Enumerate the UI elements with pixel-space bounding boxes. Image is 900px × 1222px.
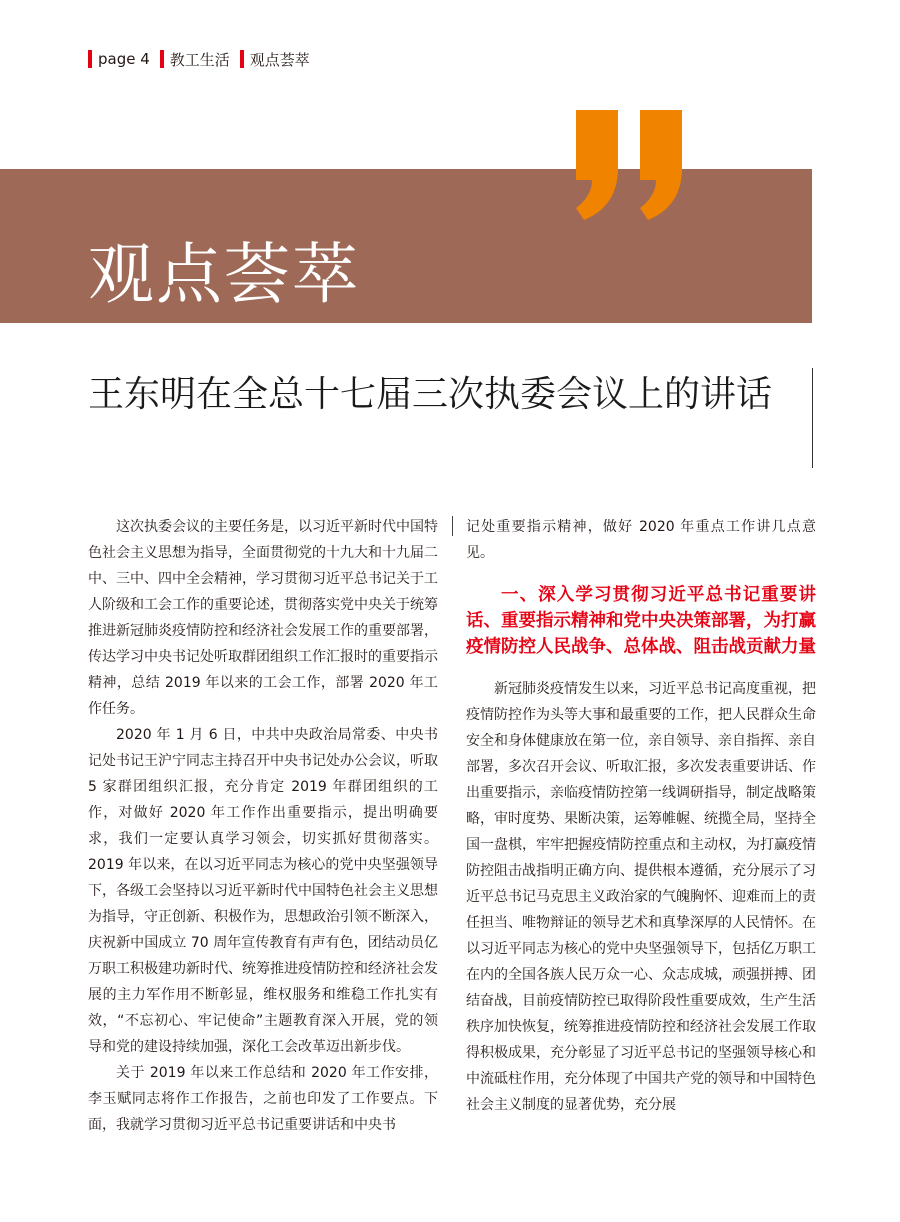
article-title: 王东明在全总十七届三次执委会议上的讲话 xyxy=(88,374,773,415)
running-header xyxy=(88,48,310,70)
paragraph: 记处重要指示精神，做好 2020 年重点工作讲几点意见。 xyxy=(466,519,816,561)
page-number: page 4 xyxy=(98,50,150,68)
paragraph: 2020 年 1 月 6 日，中共中央政治局常委、中央书记处书记王沪宁同志主持召开中央书记处办公会议，听取 5 家群团组织汇报，充分肯定 2019 年群团组织的工作，对做好 2020 年工作作出重要指示，提出明确要求，我们一定要认真学习领会，切实抓好贯彻落实。2019 年以来，在以习近平同志为核心的党中央坚强领导下，各级工会坚持以习近平新时代中国特色社会主义思想为指导，守正创新、积极作为，思想政治引领不断深入，庆祝新中国成立 70 周年宣传教育有声有色，团结动员亿万职工积极建功新时代、统筹推进疫情防控和经济社会发展的主力军作用不断彰显，维权服务和维稳工作扎实有效，“不忘初心、牢记使命”主题教育深入开展，党的领导和党的建设持续加强，深化工会改革迈出新步伐。 xyxy=(88,727,438,1055)
subsection-name: 观点荟萃 xyxy=(249,50,310,69)
header-marker xyxy=(88,50,92,68)
column-divider xyxy=(452,516,453,536)
title-divider xyxy=(812,368,813,468)
banner-title: 观点荟萃 xyxy=(88,236,360,313)
paragraph: 新冠肺炎疫情发生以来，习近平总书记高度重视，把疫情防控作为头等大事和最重要的工作，把人民群众生命安全和身体健康放在第一位，亲自领导、亲自指挥、亲自部署，多次召开会议、听取汇报，多次发表重要讲话、作出重要指示，亲临疫情防控第一线调研指导，制定战略策略，审时度势、果断决策，运筹帷幄、统揽全局，坚持全国一盘棋，牢牢把握疫情防控重点和主动权，为打赢疫情防控阻击战指明正确方向、提供根本遵循，充分展示了习近平总书记马克思主义政治家的气魄胸怀、迎难而上的责任担当、唯物辩证的领导艺术和真挚深厚的人民情怀。在以习近平同志为核心的党中央坚强领导下，包括亿万职工在内的全国各族人民万众一心、众志成城，顽强拼搏、团结奋战，目前疫情防控已取得阶段性重要成效，生产生活秩序加快恢复，统筹推进疫情防控和经济社会发展工作取得积极成果，充分彰显了习近平总书记的坚强领导核心和中流砥柱作用，充分体现了中国共产党的领导和中国特色社会主义制度的显著优势，充分展 xyxy=(466,681,816,1113)
paragraph: 关于 2019 年以来工作总结和 2020 年工作安排，李玉赋同志将作工作报告，之前也印发了工作要点。下面，我就学习贯彻习近平总书记重要讲话和中央书 xyxy=(88,1065,438,1133)
header-marker xyxy=(240,50,244,68)
header-marker xyxy=(160,50,164,68)
left-column xyxy=(88,514,438,1138)
closing-quote-icon xyxy=(566,110,706,222)
paragraph: 这次执委会议的主要任务是，以习近平新时代中国特色社会主义思想为指导，全面贯彻党的十九大和十九届二中、三中、四中全会精神，学习贯彻习近平总书记关于工人阶级和工会工作的重要论述，贯彻落实党中央关于统筹推进新冠肺炎疫情防控和经济社会发展工作的重要部署，传达学习中央书记处听取群团组织工作汇报时的重要指示精神，总结 2019 年以来的工会工作，部署 2020 年工作任务。 xyxy=(88,519,438,717)
section-heading: 一、深入学习贯彻习近平总书记重要讲话、重要指示精神和党中央决策部署，为打赢疫情防控人民战争、总体战、阻击战贡献力量 xyxy=(466,585,816,657)
section-name: 教工生活 xyxy=(169,50,230,69)
right-column xyxy=(466,514,816,1118)
